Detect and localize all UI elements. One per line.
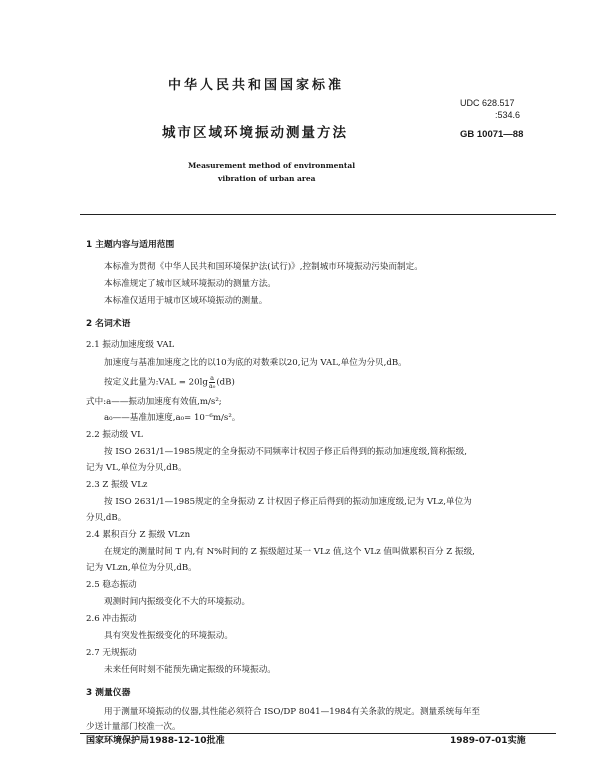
section-3-paragraph: 少送计量部门校准一次。	[86, 722, 181, 732]
section-2-7-heading: 2.7 无规振动	[86, 648, 137, 658]
section-1-paragraph: 本标准为贯彻《中华人民共和国环境保护法(试行)》,控制城市环境振动污染而制定。	[104, 262, 423, 272]
formula-denominator: a₀	[208, 381, 216, 390]
section-2-heading: 2 名词术语	[86, 319, 131, 329]
udc-number-line2: :534.6	[495, 110, 521, 120]
udc-number-line1: UDC 628.517	[460, 98, 515, 108]
formula-where-line: a₀——基准加速度,a₀= 10⁻⁶m/s²。	[104, 413, 241, 423]
formula-suffix: (dB)	[216, 377, 235, 388]
implementation-date: 1989-07-01实施	[450, 736, 526, 746]
formula	[104, 375, 235, 389]
section-2-4-paragraph: 记为 VLzn,单位为分贝,dB。	[86, 563, 197, 573]
section-2-2-paragraph: 记为 VL,单位为分贝,dB。	[86, 463, 187, 473]
national-standard-label: 中华人民共和国国家标准	[168, 78, 345, 93]
section-2-7-paragraph: 未来任何时刻不能预先确定振级的环境振动。	[104, 665, 276, 675]
section-2-2-paragraph: 按 ISO 2631/1—1985规定的全身振动不同频率计权因子修正后得到的振动加速度级,简称振级,	[104, 447, 467, 457]
section-2-1-paragraph: 加速度与基准加速度之比的以10为底的对数乘以20,记为 VAL,单位为分贝,dB。	[104, 358, 407, 368]
section-2-1-heading: 2.1 振动加速度级 VAL	[86, 340, 175, 350]
section-2-3-paragraph: 分贝,dB。	[86, 513, 127, 523]
section-1-paragraph: 本标准仅适用于城市区域环境振动的测量。	[104, 296, 268, 306]
section-2-3-heading: 2.3 Z 振级 VLz	[86, 480, 148, 490]
formula-numerator: a	[210, 374, 215, 382]
section-2-3-paragraph: 按 ISO 2631/1—1985规定的全身振动 Z 计权因子修正后得到的振动加速度级,记为 VLz,单位为	[104, 497, 472, 507]
section-2-4-heading: 2.4 累积百分 Z 振级 VLzn	[86, 530, 191, 540]
section-2-6-heading: 2.6 冲击振动	[86, 614, 137, 624]
section-2-5-paragraph: 观测时间内振级变化不大的环境振动。	[104, 597, 251, 607]
footer-divider	[80, 733, 556, 734]
english-title-line1: Measurement method of environmental	[188, 161, 356, 170]
section-2-4-paragraph: 在规定的测量时间 T 内,有 N%时间的 Z 振级超过某一 VLz 值,这个 VLz 值叫做累积百分 Z 振级,	[104, 547, 475, 557]
header-divider	[80, 214, 556, 215]
english-title-line2: vibration of urban area	[218, 174, 316, 183]
formula-where-line: 式中:a——振动加速度有效值,m/s²;	[86, 397, 222, 407]
formula-prefix: 按定义此量为:VAL = 20lg	[104, 377, 208, 388]
section-2-6-paragraph: 具有突发性振级变化的环境振动。	[104, 631, 233, 641]
section-1-paragraph: 本标准规定了城市区域环境振动的测量方法。	[104, 279, 276, 289]
document-title: 城市区域环境振动测量方法	[162, 125, 348, 141]
approval-date: 国家环境保护局1988-12-10批准	[86, 736, 225, 746]
section-3-paragraph: 用于测量环境振动的仪器,其性能必须符合 ISO/DP 8041—1984有关条款的规定。测量系统每年至	[104, 707, 481, 717]
section-3-heading: 3 测量仪器	[86, 688, 131, 698]
gb-number: GB 10071—88	[460, 129, 524, 140]
section-1-heading: 1 主题内容与适用范围	[86, 240, 175, 250]
section-2-2-heading: 2.2 振动级 VL	[86, 430, 143, 440]
formula-fraction	[209, 375, 215, 389]
section-2-5-heading: 2.5 稳态振动	[86, 580, 137, 590]
